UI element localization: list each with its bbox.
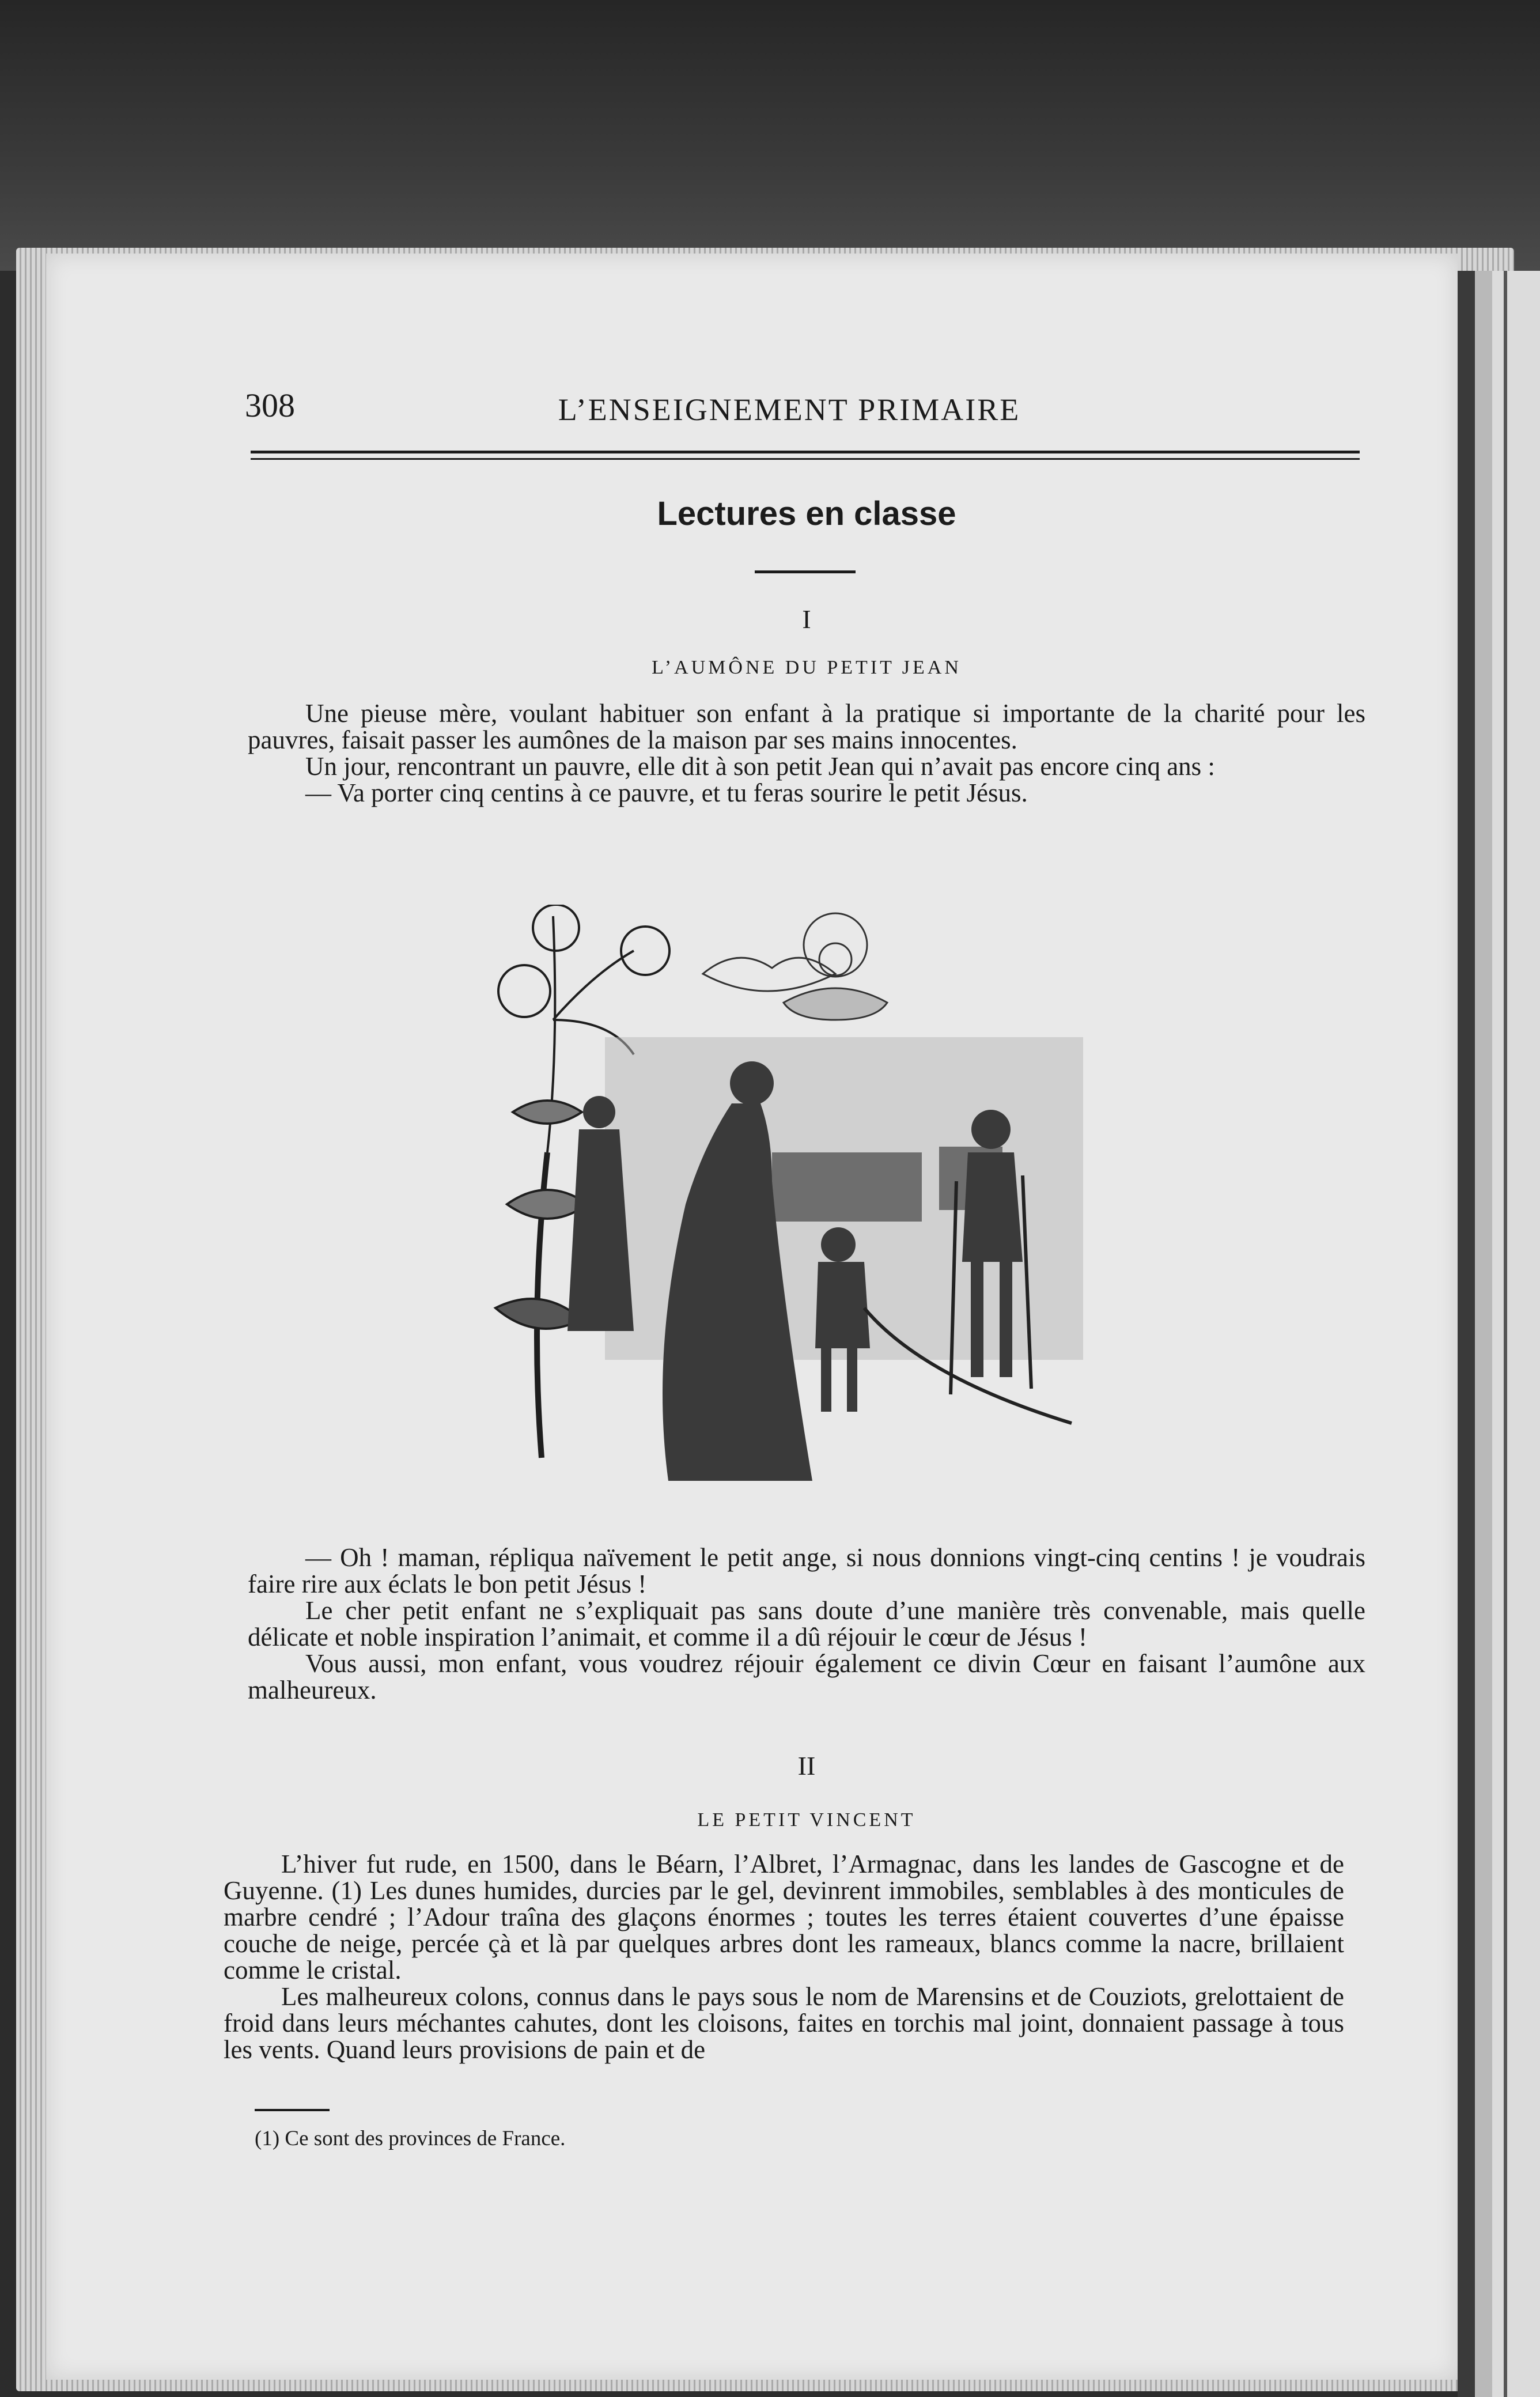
running-title: L’ENSEIGNEMENT PRIMAIRE [558, 392, 1021, 427]
part-two-title: LE PETIT VINCENT [697, 1809, 916, 1831]
section-title: Lectures en classe [657, 495, 956, 532]
footnote: (1) Ce sont des provinces de France. [255, 2127, 566, 2150]
paragraph: Vous aussi, mon enfant, vous voudrez réjouir également ce divin Cœur en faisant l’aumône aux malheureux. [248, 1649, 1365, 1704]
paragraph: — Va porter cinq centins à ce pauvre, et tu feras sourire le petit Jésus. [305, 778, 1028, 807]
page-header [196, 386, 1383, 432]
part-one-text-before [248, 700, 1365, 806]
footnote-rule [255, 2109, 330, 2111]
page-number: 308 [245, 387, 295, 424]
paragraph: Un jour, rencontrant un pauvre, elle dit à son petit Jean qui n’avait pas encore cinq ans : [305, 752, 1215, 781]
paragraph: — Oh ! maman, répliqua naïvement le petit ange, si nous donnions vingt-cinq centins ! je voudrais faire rire aux éclats le bon petit Jésus ! [248, 1543, 1365, 1598]
paragraph: Le cher petit enfant ne s’expliquait pas sans doute d’une manière très convenable, mais quelle délicate et noble inspiration l’animait, et comme il a dû réjouir le cœur de Jésus ! [248, 1596, 1365, 1651]
facing-page-edge [1458, 271, 1540, 2397]
part-one-text-after [248, 1544, 1365, 1703]
part-two-text [224, 1851, 1344, 2063]
scan-background [0, 0, 1540, 271]
part-one-numeral: I [802, 604, 811, 634]
part-two-numeral: II [797, 1751, 816, 1780]
title-underline [755, 570, 856, 573]
paragraph: Une pieuse mère, voulant habituer son enfant à la pratique si importante de la charité pour les pauvres, faisait passer les aumônes de la maison par ses mains innocentes. [248, 699, 1365, 754]
part-one-title: L’AUMÔNE DU PETIT JEAN [652, 657, 962, 678]
paragraph: L’hiver fut rude, en 1500, dans le Béarn, l’Albret, l’Armagnac, dans les landes de Gascogne et de Guyenne. (1) Les dunes humides, durcies par le gel, devinrent immobiles, semblables à des monticules de marbre cendré ; l’Adour traîna des glaçons énormes ; toutes les terres étaient couvertes d’une épaisse couche de neige, percée çà et là par quelques arbres dont les rameaux, blancs comme la nacre, brillaient comme le cristal. [224, 1850, 1344, 1984]
paragraph: Les malheureux colons, connus dans le pays sous le nom de Marensins et de Couziots, grelottaient de froid dans leurs méchantes cahutes, dont les cloisons, faites en torchis mal joint, donnaient passage à tous les vents. Quand leurs provisions de pain et de [224, 1982, 1344, 2064]
header-double-rule [251, 451, 1360, 460]
engraving-illustration [461, 905, 1141, 1521]
facing-page-rule [1504, 271, 1507, 2397]
